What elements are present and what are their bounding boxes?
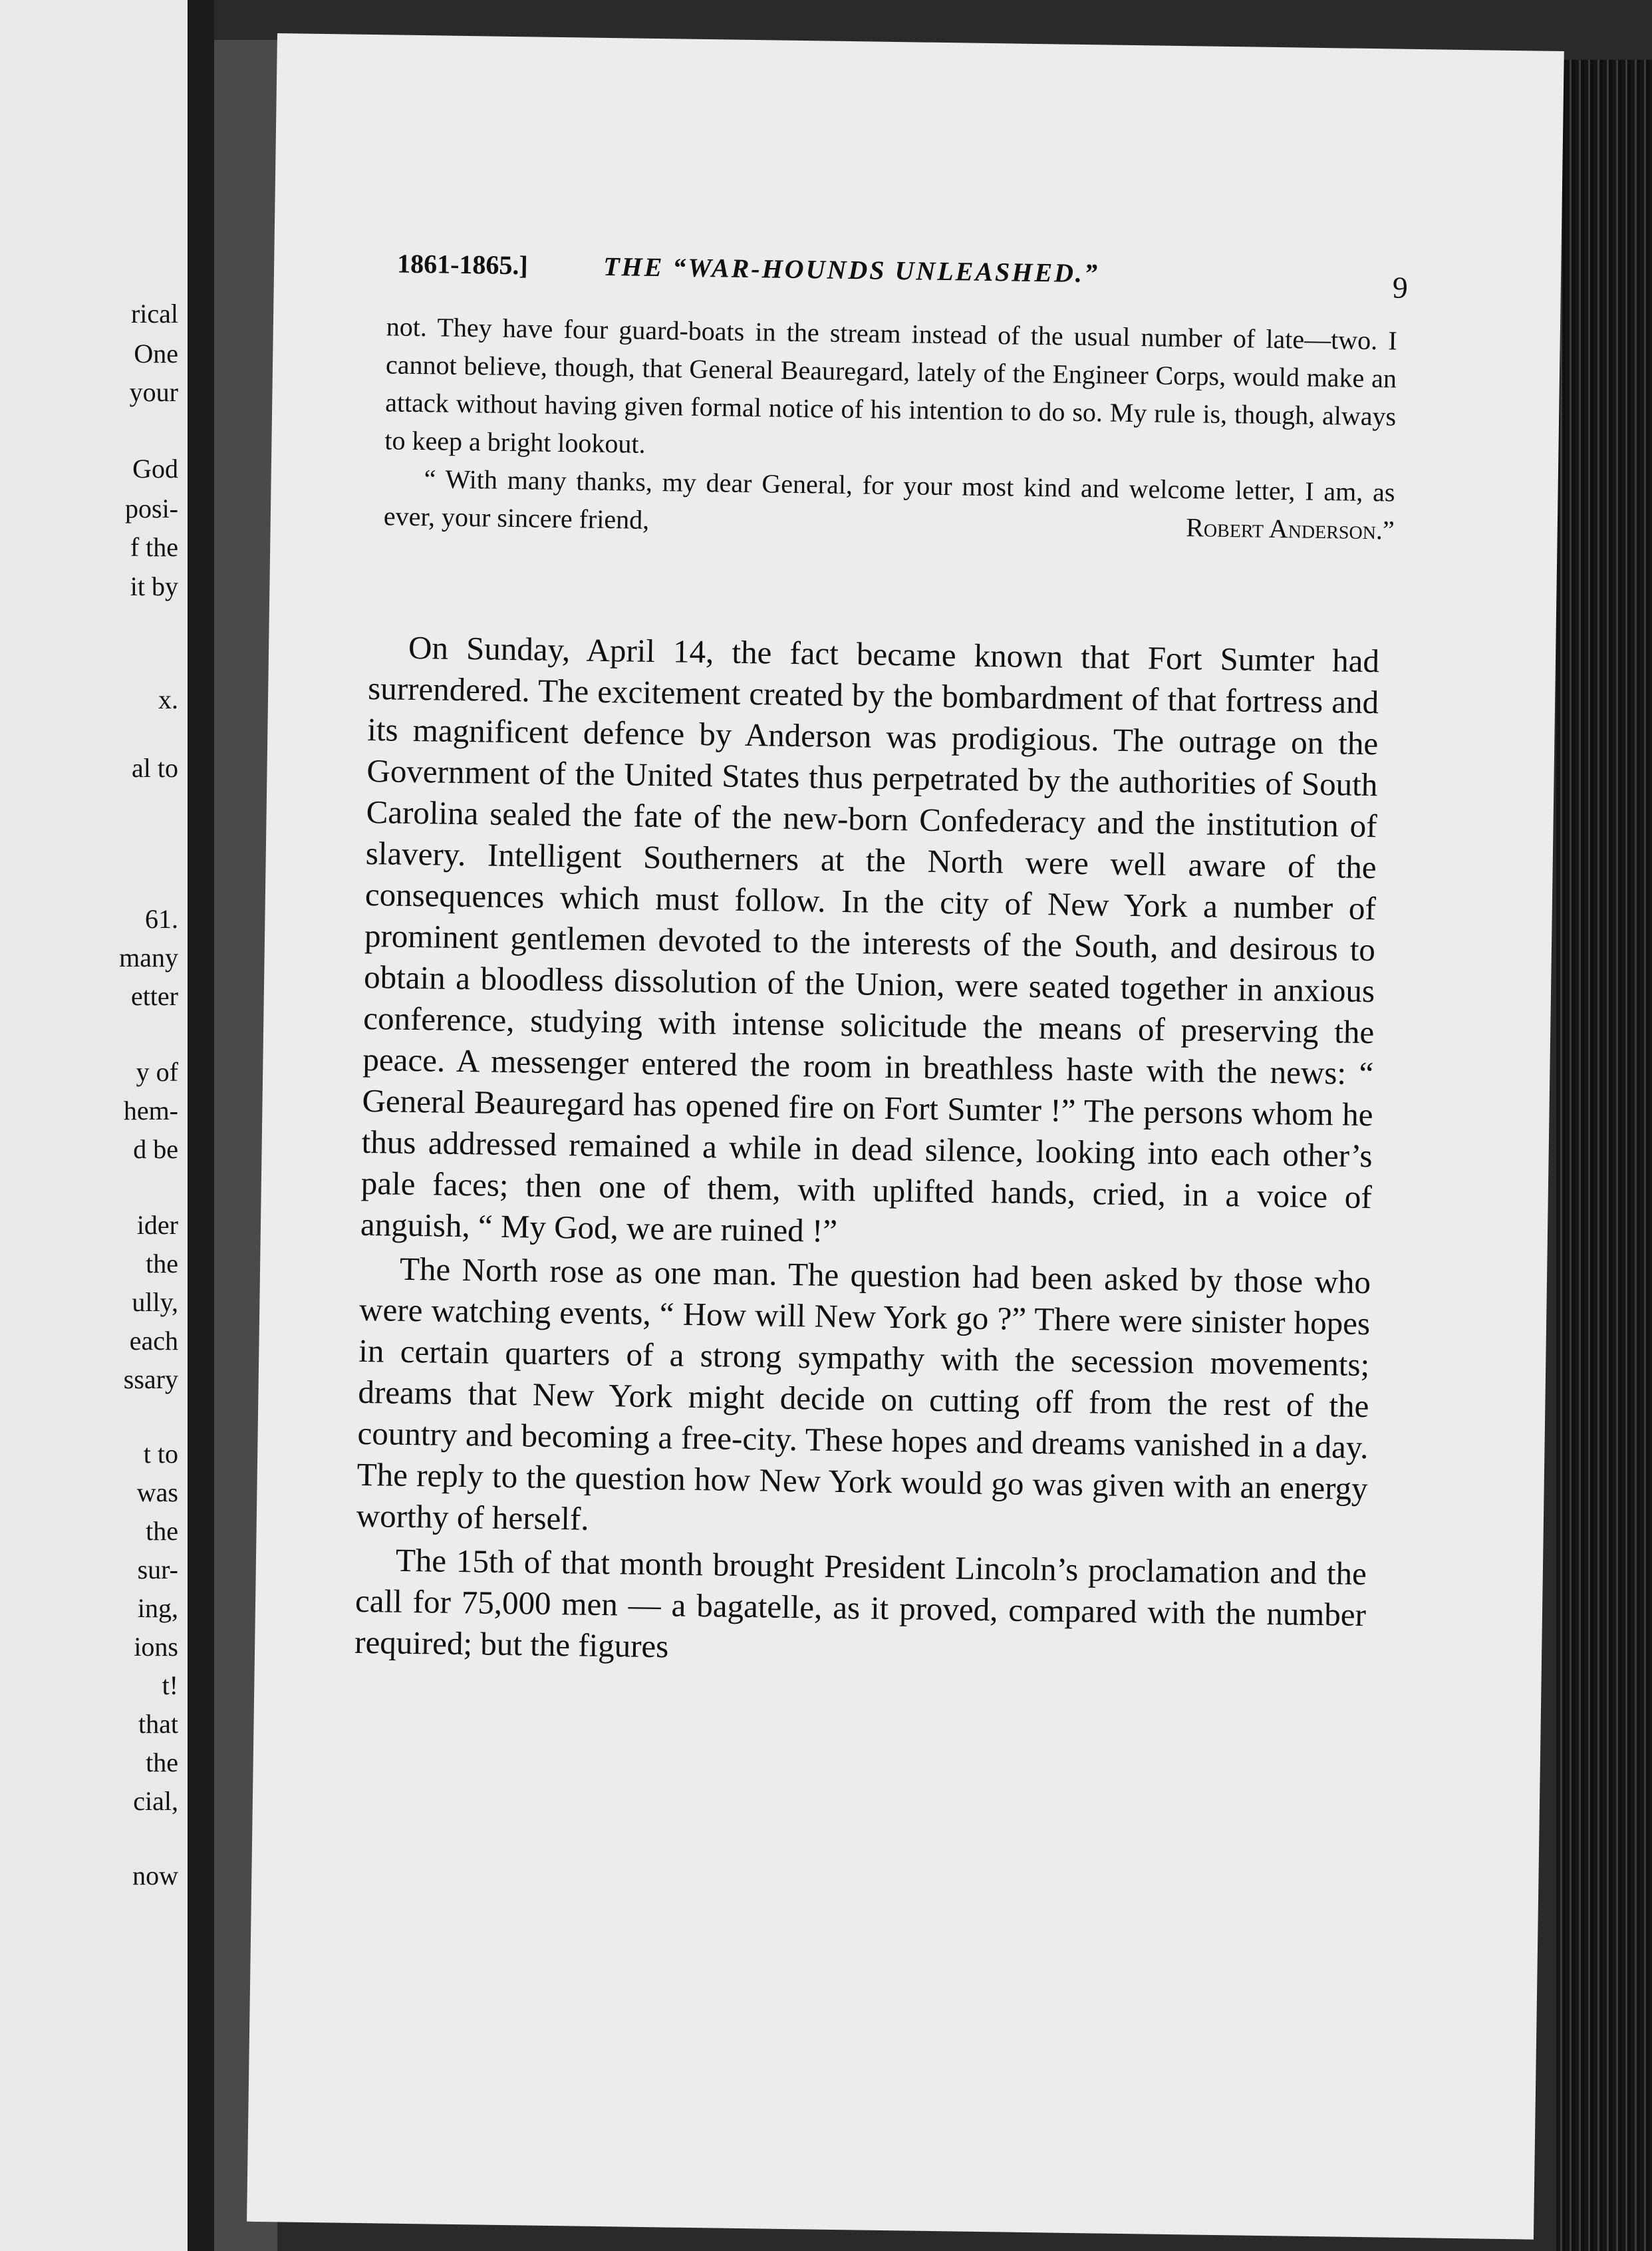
- left-page-fragment: the: [146, 1747, 178, 1777]
- letter-paragraph: [383, 459, 1395, 549]
- left-page-fragment: now: [132, 1861, 178, 1890]
- left-page-fragment: 61.: [145, 904, 178, 934]
- left-page-fragment: rical: [130, 299, 178, 329]
- left-page-fragment: many: [119, 943, 178, 973]
- letter-paragraph: not. They have four guard-boats in the stream instead of the usual number of late—two. I cannot believe, though, that General Beauregard, lately of the Engineer Corps, would make an attack without having given formal notice of his intention to do so. My rule is, though, always to keep a bright lookout.: [384, 311, 1398, 459]
- left-page-fragment: f the: [130, 532, 178, 562]
- left-page-fragment: your: [129, 377, 178, 407]
- left-page-fragment: that: [138, 1709, 178, 1739]
- left-page-fragment: ully,: [132, 1287, 178, 1317]
- left-page-fragment: y of: [136, 1057, 178, 1087]
- running-header: [396, 248, 1409, 305]
- left-page-fragment: the: [146, 1516, 178, 1546]
- left-page-fragment: d be: [133, 1134, 178, 1164]
- left-page-fragment: each: [129, 1326, 178, 1356]
- left-page-fragment: hem-: [123, 1096, 178, 1126]
- letter-signature: Robert Anderson.”: [1185, 512, 1395, 545]
- left-page-fragment: One: [134, 339, 178, 369]
- body-paragraph: The North rose as one man. The question had been asked by those who were watching events, “ How will New York go ?” There were sinister hopes in certain quarters of a strong sympathy with the secession movements; dreams that New York might decide on cutting off from the rest of the country and becoming a free-city. These hopes and dreams vanished in a day. The reply to the question how New York would go was given with an energy worthy of herself.: [356, 1250, 1371, 1537]
- letter-closing: “ With many thanks, my dear General, for your most kind and welcome letter, I am, as ever, your sincere friend,: [383, 464, 1395, 535]
- book-fore-edge: [1556, 60, 1652, 2251]
- left-page-fragment: t to: [143, 1439, 178, 1469]
- left-page-fragment: posi-: [125, 494, 178, 524]
- left-page-fragment: ider: [136, 1210, 178, 1240]
- left-page-fragment: was: [136, 1477, 178, 1507]
- quoted-letter: [383, 307, 1397, 549]
- body-paragraph: On Sunday, April 14, the fact became known that Fort Sumter had surrendered. The excitement created by the bombardment of that fortress and its magnificent defence by Anderson was prodigious. The outrage on the Government of the United States thus perpetrated by the authorities of South Carolina sealed the fate of the new-born Confederacy and the institution of slavery. Intelligent Southerners at the North were well aware of the consequences which must follow. In the city of New York a number of prominent gentlemen devoted to the interests of the South, and desirous to obtain a bloodless dissolution of the Union, were seated together in anxious conference, studying with intense solicitude the means of preserving the peace. A messenger entered the room in breathless haste with the news: “ General Beauregard has opened fire on Fort Sumter !” The persons whom he thus addressed remained a while in dead silence, looking into each other’s pale faces; then one of them, with uplifted hands, cried, in a voice of anguish, “ My God, we are ruined !”: [360, 629, 1380, 1249]
- left-page-fragment: x.: [158, 684, 178, 714]
- header-title: THE “WAR-HOUNDS UNLEASHED.”: [603, 251, 1100, 289]
- left-page-fragment: it by: [130, 571, 178, 601]
- header-years: 1861-1865.]: [396, 248, 529, 281]
- left-page-fragment: cial,: [133, 1786, 178, 1816]
- left-page-fragment: etter: [130, 981, 178, 1011]
- left-facing-page: [0, 0, 188, 2251]
- left-page-fragment: sur-: [137, 1555, 178, 1584]
- left-page-fragment: al to: [132, 753, 178, 783]
- left-page-fragment: the: [146, 1249, 178, 1278]
- left-page-fragment: God: [132, 454, 178, 484]
- left-page-fragment: t!: [162, 1670, 178, 1700]
- body-text: [354, 627, 1380, 1680]
- book-page: [247, 33, 1564, 2240]
- left-page-fragment: ions: [134, 1632, 178, 1662]
- book-gutter: [188, 0, 214, 2251]
- left-page-fragment: ing,: [137, 1593, 178, 1623]
- page-number: 9: [1392, 270, 1409, 305]
- body-paragraph: The 15th of that month brought President Lincoln’s proclamation and the call for 75,000 men — a bagatelle, as it proved, compared with the number required; but the figures: [354, 1541, 1367, 1665]
- left-page-fragment: ssary: [123, 1364, 178, 1394]
